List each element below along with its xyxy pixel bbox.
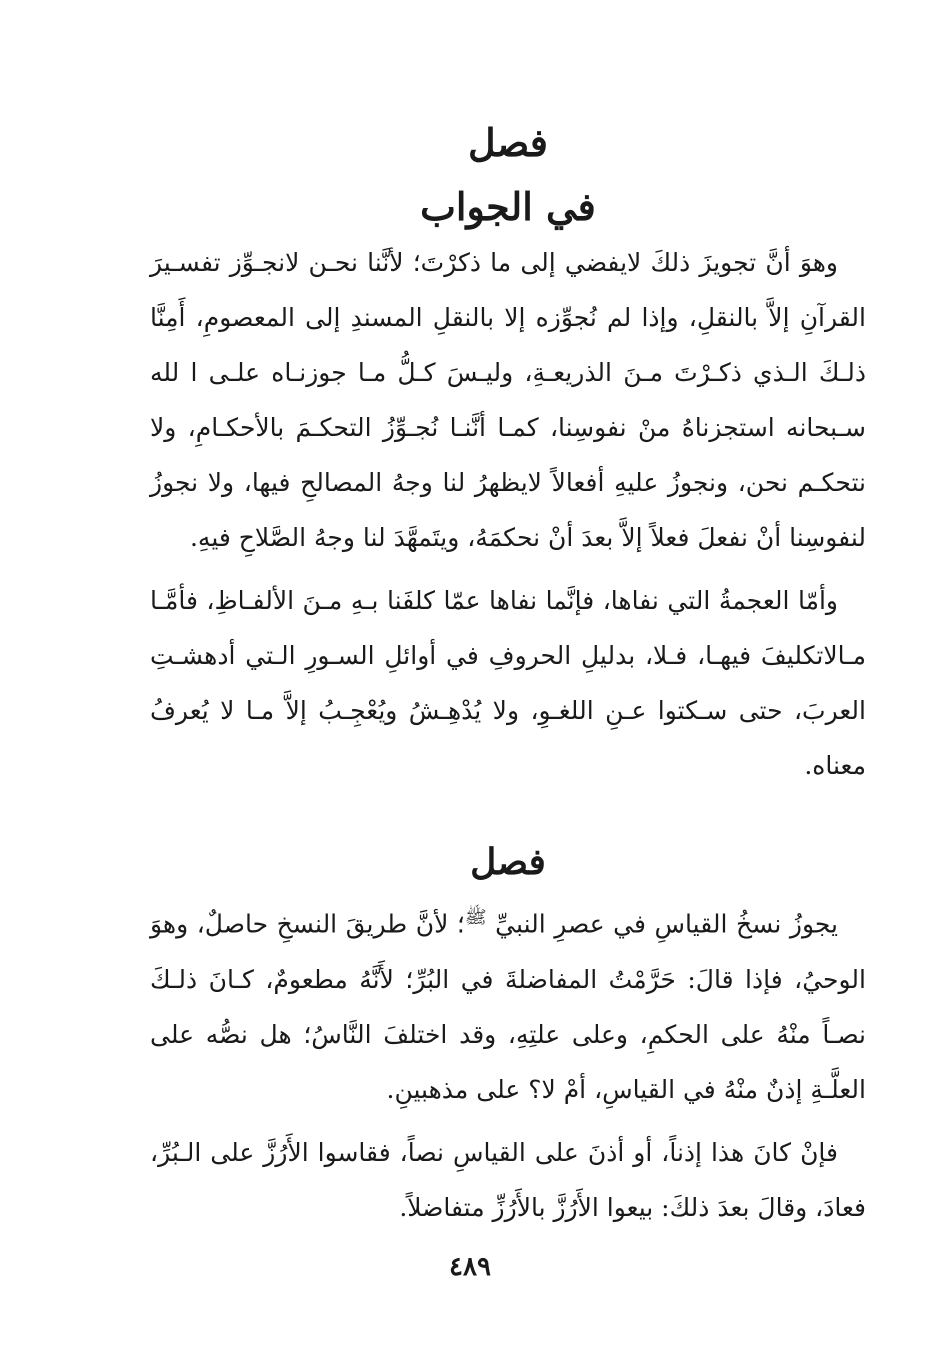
section-heading-fasl-2: فصل <box>470 841 546 884</box>
paragraph-qiyas-1-after: ؛ لأنَّ طريقَ النسخِ حاصلٌ، وهوَ الوحيُ، فإذا قالَ: حَرَّمْتُ المفاضلةَ في البُرِّ؛ لأَنَّهُ مطعومٌ، كـانَ ذلـكَ نصـاً منْهُ على الحكمِ، وعلى علتِهِ، وقد اختلفَ النَّاسُ؛ هل نصُّه على العلَّـةِ إذنٌ منْهُ في القياسِ، أمْ لا؟ على مذهبينِ. <box>150 909 866 1104</box>
paragraph-qiyas-1 <box>150 890 866 1116</box>
page-number: ٤٨٩ <box>449 1252 491 1282</box>
salutation-mark: ﷺ <box>464 907 487 929</box>
section-heading-fasl: فصل <box>468 120 548 165</box>
paragraph-qiyas-1-before: يجوزُ نسخُ القياسِ في عصرِ النبيِّ <box>486 909 838 939</box>
paragraph-answer-1: وهوَ أنَّ تجويزَ ذلكَ لايفضي إلى ما ذكرْتَ؛ لأنَّنا نحـن لانجـوِّز تفسـيرَ القرآنِ إلاَّ بالنقلِ، وإذا لم نُجوِّزه إلا بالنقلِ المسندِ إلى المعصومِ، أَمِنَّا ذلـكَ الـذي ذكـرْتَ مـنَ الذريعـةِ، وليـسَ كـلُّ مـا جوزنـاه علـى ا لله سـبحانه استجزناهُ منْ نفوسِنا، كمـا أنَّنـا نُجـوِّزُ التحكـمَ بالأحكـامِ، ولا نتحكـم نحن، ونجوزُ عليهِ أفعالاً لايظهرُ لنا وجهُ المصالحِ فيها، ولا نجوزُ لنفوسِنا أنْ نفعلَ فعلاً إلاَّ بعدَ أنْ نحكمَهُ، ويتَمهَّدَ لنا وجهُ الصَّلاحِ فيهِ. <box>150 248 866 553</box>
paragraph-qiyas-2: فإنْ كانَ هذا إذناً، أو أذنَ على القياسِ نصاً، فقاسوا الأَرُزَّ على الـبُرِّ، فعادَ، وقالَ بعدَ ذلكَ: بيعوا الأَرُزَّ بالأَرُزِّ متفاضلاً. <box>150 1137 866 1222</box>
document-page <box>150 110 866 1235</box>
section-subheading-answer: في الجواب <box>420 183 596 229</box>
paragraph-answer-2: وأمّا العجمةُ التي نفاها، فإنَّما نفاها عمّا كلفَنا بـهِ مـنَ الألفـاظِ، فأمَّـا مـالاتكليفَ فيهـا، فـلا، بدليلِ الحروفِ في أوائلِ السـورِ الـتي أدهشـتِ العربَ، حتى سـكتوا عـنِ اللغـوِ، ولا يُدْهِـشُ ويُعْجِـبُ إلاَّ مـا لا يُعرفُ معناه. <box>150 586 866 781</box>
